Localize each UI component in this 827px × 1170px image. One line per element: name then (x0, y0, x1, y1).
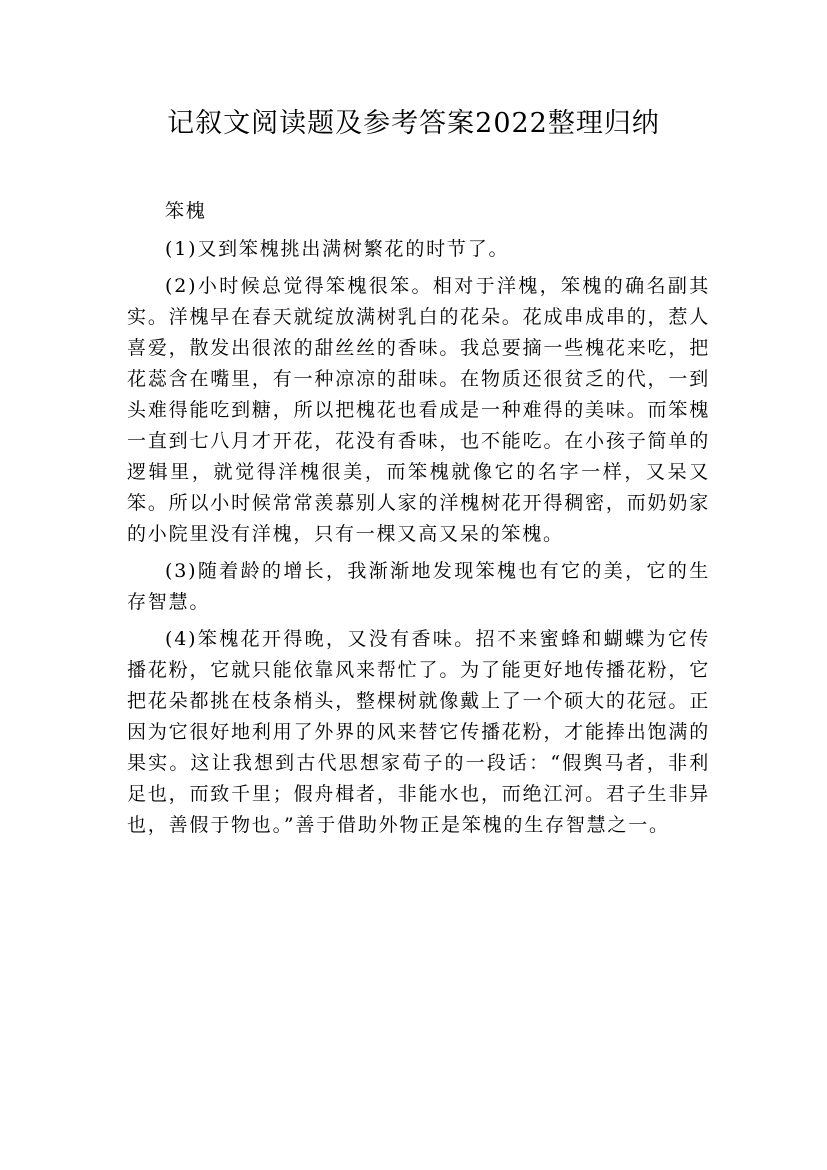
article-subtitle: 笨槐 (165, 200, 207, 222)
paragraph-1: (1)又到笨槐挑出满树繁花的时节了。 (165, 238, 510, 260)
paragraph-2: (2)小时候总觉得笨槐很笨。相对于洋槐，笨槐的确名副其实。洋槐早在春天就绽放满树乳白的花朵。花成串成串的，惹人喜爱，散发出很浓的甜丝丝的香味。我总要摘一些槐花来吃，把花蕊含在嘴里，有一种凉凉的甜味。在物质还很贫乏的代，一到头难得能吃到糖，所以把槐花也看成是一种难得的美味。而笨槐一直到七八月才开花，花没有香味，也不能吃。在小孩子简单的逻辑里，就觉得洋槐很美，而笨槐就像它的名字一样，又呆又笨。所以小时候常常羡慕别人家的洋槐树花开得稠密，而奶奶家的小院里没有洋槐，只有一棵又高又呆的笨槐。 (127, 275, 710, 545)
document-body (127, 196, 710, 847)
paragraph-3: (3)随着龄的增长，我渐渐地发现笨槐也有它的美，它的生存智慧。 (127, 560, 710, 613)
paragraph-4: (4)笨槐花开得晚，又没有香味。招不来蜜蜂和蝴蝶为它传播花粉，它就只能依靠风来帮忙了。为了能更好地传播花粉，它把花朵都挑在枝条梢头，整棵树就像戴上了一个硕大的花冠。正因为它很好地利用了外界的风来替它传播花粉，才能捧出饱满的果实。这让我想到古代思想家荀子的一段话：“假舆马者，非利足也，而致千里；假舟楫者，非能水也，而绝江河。君子生非异也，善假于物也。”善于借助外物正是笨槐的生存智慧之一。 (127, 628, 710, 836)
document-title: 记叙文阅读题及参考答案2022整理归纳 (167, 108, 660, 139)
